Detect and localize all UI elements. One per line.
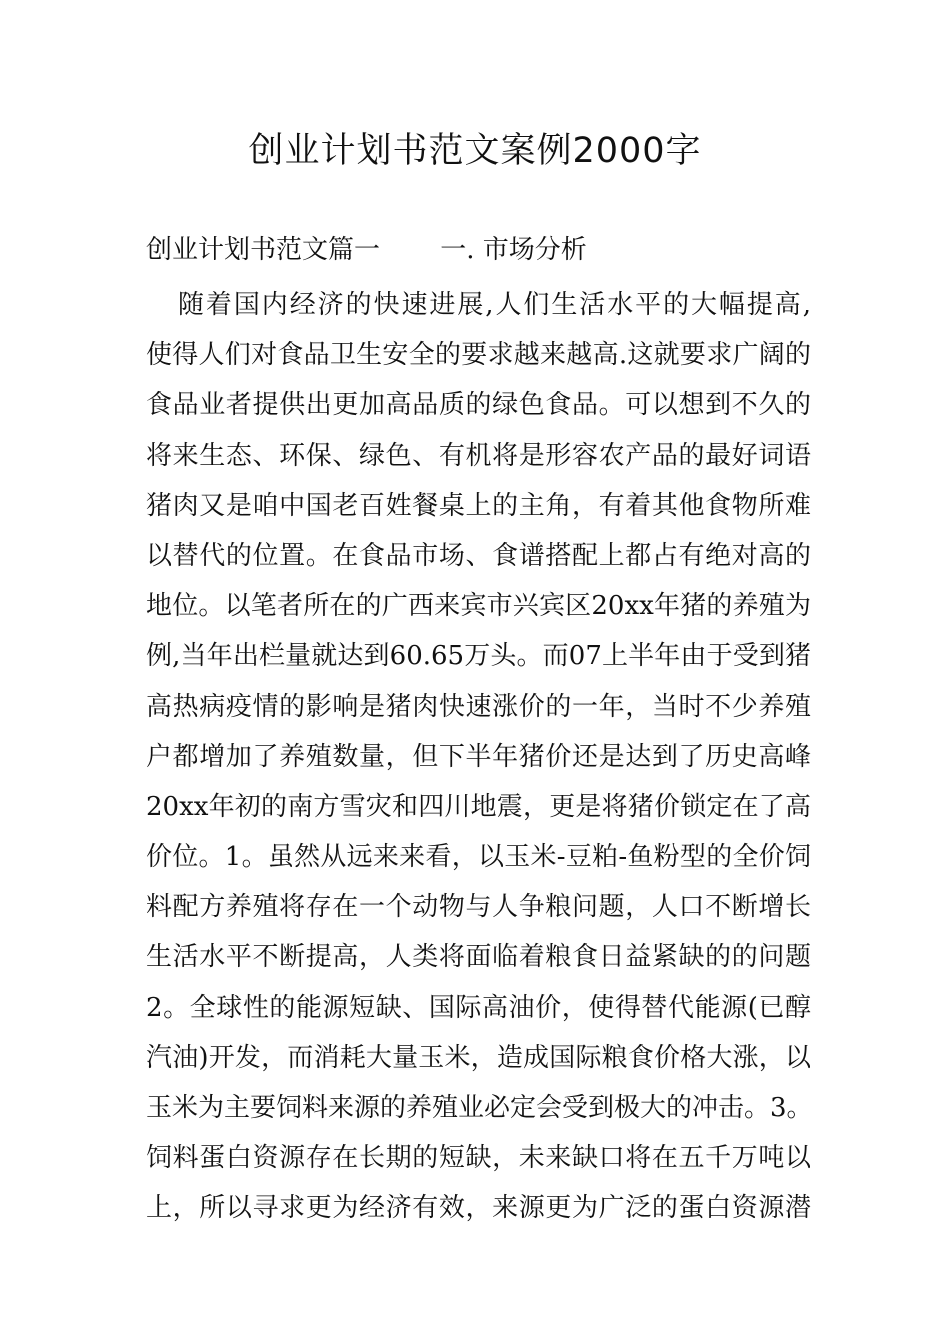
text-line: 以替代的位置。在食品市场、食谱搭配上都占有绝对高的 bbox=[146, 540, 811, 571]
text-line: 猪肉又是咱中国老百姓餐桌上的主角，有着其他食物所难 bbox=[146, 490, 811, 521]
section-heading bbox=[146, 228, 826, 272]
document-title: 创业计划书范文案例2000字 bbox=[248, 131, 702, 171]
text-line: 将来生态、环保、绿色、有机将是形容农产品的最好词语 bbox=[146, 440, 811, 471]
text-line: 食品业者提供出更加高品质的绿色食品。可以想到不久的 bbox=[146, 390, 811, 421]
text-line: 饲料蛋白资源存在长期的短缺，未来缺口将在五千万吨以 bbox=[146, 1143, 811, 1174]
text-line: 20xx年初的南方雪灾和四川地震，更是将猪价锁定在了高 bbox=[146, 791, 811, 822]
text-line: 汽油)开发，而消耗大量玉米，造成国际粮食价格大涨，以 bbox=[146, 1042, 811, 1073]
text-line: 上，所以寻求更为经济有效，来源更为广泛的蛋白资源潜 bbox=[146, 1193, 811, 1224]
text-line: 使得人们对食品卫生安全的要求越来越高.这就要求广阔的 bbox=[146, 340, 811, 371]
text-line: 户都增加了养殖数量，但下半年猪价还是达到了历史高峰 bbox=[146, 741, 811, 772]
text-line: 地位。以笔者所在的广西来宾市兴宾区20xx年猪的养殖为 bbox=[146, 591, 811, 622]
text-line: 生活水平不断提高，人类将面临着粮食日益紧缺的的问题 bbox=[146, 942, 811, 973]
section-heading-left: 创业计划书范文篇一 bbox=[146, 235, 381, 265]
body-paragraph bbox=[146, 280, 811, 1234]
text-line: 例,当年出栏量就达到60.65万头。而07上半年由于受到猪 bbox=[146, 641, 811, 672]
text-line: 2。全球性的能源短缺、国际高油价，使得替代能源(已醇 bbox=[146, 992, 811, 1023]
section-heading-right: 一. 市场分析 bbox=[440, 235, 587, 265]
text-line: 高热病疫情的影响是猪肉快速涨价的一年，当时不少养殖 bbox=[146, 691, 811, 722]
text-line: 价位。1。虽然从远来来看，以玉米-豆粕-鱼粉型的全价饲 bbox=[146, 842, 811, 873]
text-line: 料配方养殖将存在一个动物与人争粮问题，人口不断增长 bbox=[146, 892, 811, 923]
text-line: 玉米为主要饲料来源的养殖业必定会受到极大的冲击。3。 bbox=[146, 1093, 813, 1123]
text-line: 随着国内经济的快速进展,人们生活水平的大幅提高, bbox=[178, 290, 811, 320]
